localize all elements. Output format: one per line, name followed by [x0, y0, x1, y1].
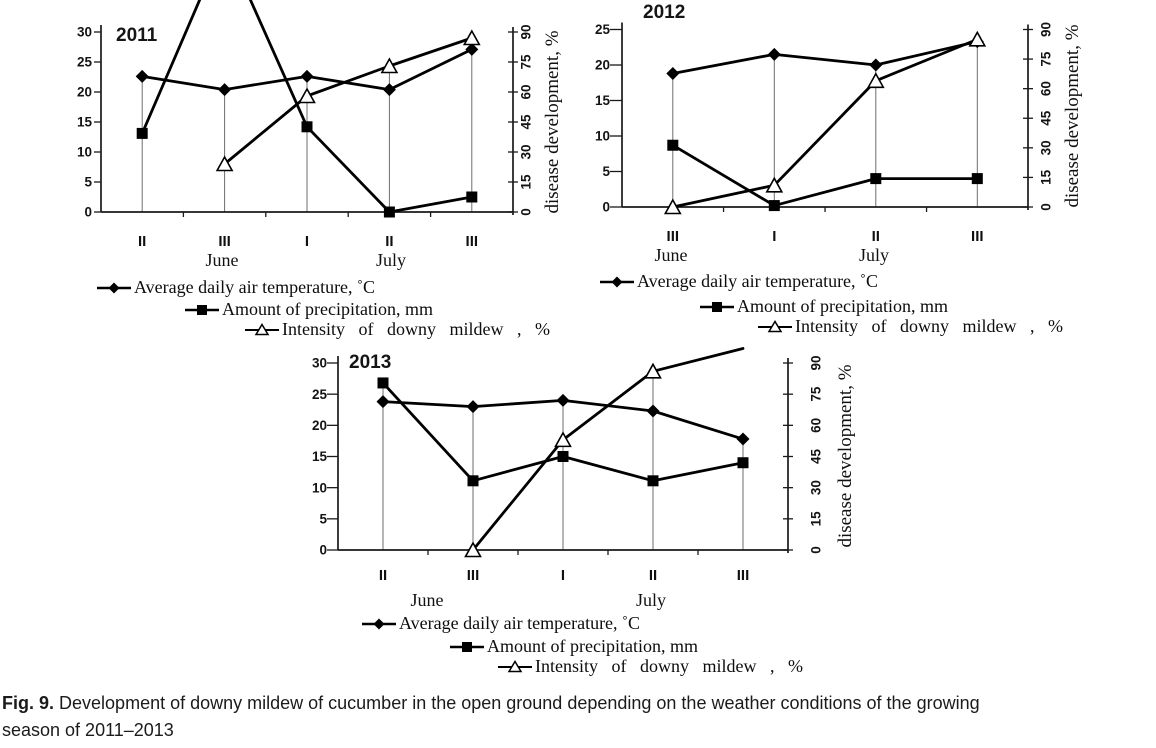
mildew-line-marker-icon	[245, 323, 279, 337]
left-axis-tick-value: 15	[76, 114, 92, 130]
x-tick-label: II	[138, 233, 147, 250]
right-axis-tick-value: 75	[1038, 51, 1054, 67]
caption-line-1: Fig. 9. Development of downy mildew of cucumber in the open ground depending on the weather conditions of the growing	[2, 693, 980, 713]
diamond-marker	[666, 67, 679, 80]
chart-2011-right-axis-title: disease development, %	[542, 30, 563, 214]
right-axis-tick-value: 30	[518, 144, 534, 160]
left-axis-tick-value: 0	[84, 204, 92, 220]
precipitation-line-marker-icon	[185, 303, 219, 317]
right-axis-tick-value: 30	[1038, 140, 1054, 156]
left-axis-tick-value: 25	[76, 54, 92, 70]
left-axis-tick-value: 15	[311, 449, 327, 465]
left-axis-tick-value: 25	[311, 386, 327, 402]
x-tick-label: II	[871, 228, 880, 245]
x-tick-label: II	[378, 567, 388, 584]
caption-figure-number: Fig. 9.	[2, 693, 55, 713]
legend-label: Average daily air temperature, ˚C	[399, 613, 641, 633]
legend-label: Intensity of downy mildew , %	[282, 319, 550, 339]
x-tick-label: I	[304, 233, 310, 250]
left-axis-tick-value: 30	[76, 24, 92, 40]
right-axis-tick-value: 60	[1038, 81, 1054, 97]
left-axis-tick-value: 0	[602, 199, 610, 215]
month-label: July	[635, 590, 667, 610]
diamond-marker	[301, 70, 314, 83]
mildew-line-marker-icon	[498, 660, 532, 674]
square-marker	[769, 200, 780, 211]
right-axis-tick-value: 15	[1038, 169, 1054, 185]
right-axis-tick-value: 90	[808, 355, 824, 371]
series-line-triangle	[473, 348, 743, 550]
axes	[94, 25, 518, 217]
temperature-line-marker-icon	[600, 275, 634, 289]
precipitation-line-marker-icon	[450, 640, 484, 654]
x-tick-label: III	[466, 567, 480, 584]
left-axis-tick-value: 20	[594, 57, 610, 73]
square-marker	[558, 451, 569, 462]
diamond-marker	[557, 394, 570, 407]
left-axis-tick-value: 10	[311, 480, 327, 496]
right-axis-tick-value: 60	[518, 84, 534, 100]
diamond-marker	[869, 59, 882, 72]
diamond-marker	[136, 70, 149, 83]
triangle-marker	[300, 89, 315, 103]
figure-caption	[2, 690, 1154, 744]
legend-item-temperature	[600, 271, 878, 292]
legend-item-temperature	[97, 277, 375, 298]
square-marker	[302, 121, 313, 132]
legend-item-mildew	[498, 656, 803, 677]
chart-2013	[312, 348, 824, 557]
series-line-triangle	[225, 38, 472, 164]
month-label: June	[410, 590, 444, 610]
square-marker	[378, 377, 389, 388]
legend-item-precipitation	[700, 296, 948, 317]
series-markers-square	[667, 140, 983, 211]
x-tick-label: III	[971, 228, 984, 245]
diamond-marker	[737, 433, 750, 446]
right-axis-tick-value: 0	[808, 546, 824, 554]
legend-item-precipitation	[185, 299, 433, 320]
chart-2012-right-axis-title: disease development, %	[1062, 24, 1083, 208]
month-label: July	[375, 250, 407, 270]
month-label: June	[205, 250, 239, 270]
legend-label: Amount of precipitation, mm	[222, 299, 433, 319]
legend-item-precipitation	[450, 636, 698, 657]
month-label: July	[858, 245, 890, 265]
left-axis-tick-value: 20	[76, 84, 92, 100]
left-axis-tick-value: 0	[319, 542, 327, 558]
right-axis-tick-value: 0	[518, 208, 534, 216]
triangle-marker	[970, 32, 985, 46]
right-axis-tick-value: 15	[808, 511, 824, 527]
chart-2012-title: 2012	[643, 2, 686, 23]
legend-item-mildew	[245, 319, 550, 340]
square-marker	[972, 173, 983, 184]
square-marker	[648, 475, 659, 486]
legend-label: Average daily air temperature, ˚C	[637, 271, 879, 291]
left-axis-tick-value: 10	[76, 144, 92, 160]
triangle-marker	[868, 74, 883, 88]
series-markers-triangle	[217, 31, 479, 171]
left-axis-tick-value: 20	[311, 418, 327, 434]
legend-label: Intensity of downy mildew , %	[795, 316, 1063, 336]
square-marker	[738, 457, 749, 468]
right-axis-tick-value: 45	[808, 448, 824, 465]
square-marker	[466, 192, 477, 203]
triangle-marker	[382, 59, 397, 73]
legend-label: Intensity of downy mildew , %	[535, 656, 803, 676]
axes	[610, 23, 1033, 213]
left-axis-tick-value: 25	[594, 22, 610, 38]
temperature-line-marker-icon	[362, 617, 396, 631]
mildew-line-marker-icon	[758, 320, 792, 334]
right-axis-tick-value: 30	[808, 480, 824, 496]
right-axis-tick-value: 45	[1038, 110, 1054, 126]
diamond-marker	[467, 400, 480, 413]
square-marker	[870, 173, 881, 184]
temperature-line-marker-icon	[97, 281, 131, 295]
square-marker	[667, 140, 678, 151]
chart-2012	[595, 22, 1054, 215]
square-marker	[468, 475, 479, 486]
right-axis-tick-value: 90	[1038, 21, 1054, 38]
caption-line-2: season of 2011–2013	[2, 720, 174, 740]
chart-2013-title: 2013	[349, 352, 392, 373]
left-axis-tick-value: 5	[319, 511, 327, 527]
right-axis-tick-value: 45	[518, 114, 534, 130]
square-marker	[384, 207, 395, 218]
legend-label: Amount of precipitation, mm	[737, 296, 948, 316]
right-axis-tick-value: 90	[518, 24, 534, 40]
legend-label: Amount of precipitation, mm	[487, 636, 698, 656]
precipitation-line-marker-icon	[700, 300, 734, 314]
x-tick-label: II	[648, 567, 658, 584]
right-axis-tick-value: 0	[1038, 203, 1054, 211]
left-axis-tick-value: 30	[311, 355, 327, 371]
left-axis-tick-value: 5	[84, 174, 92, 190]
right-axis-tick-value: 75	[518, 54, 534, 70]
chart-2011-title: 2011	[116, 25, 158, 46]
diamond-marker	[218, 83, 231, 96]
x-tick-label: III	[218, 233, 231, 250]
left-axis-tick-value: 10	[594, 128, 610, 144]
diamond-marker	[377, 395, 390, 408]
diamond-marker	[383, 83, 396, 96]
right-axis-tick-value: 75	[808, 386, 824, 402]
month-label: June	[654, 245, 688, 265]
x-tick-label: III	[666, 228, 680, 245]
x-tick-label: I	[772, 228, 777, 245]
right-axis-tick-value: 15	[518, 174, 534, 190]
square-marker	[137, 128, 148, 139]
right-axis-tick-value: 60	[808, 417, 824, 433]
x-tick-label: II	[385, 233, 394, 250]
chart-2013-right-axis-title: disease development, %	[835, 364, 856, 548]
left-axis-tick-value: 15	[594, 93, 610, 109]
triangle-marker	[464, 31, 479, 45]
diamond-marker	[647, 404, 660, 417]
legend-label: Average daily air temperature, ˚C	[134, 277, 376, 297]
x-tick-label: III	[736, 567, 750, 584]
x-tick-label: III	[465, 233, 479, 250]
legend-item-temperature	[362, 613, 640, 634]
diamond-marker	[768, 48, 781, 61]
x-tick-label: I	[560, 567, 566, 584]
legend-item-mildew	[758, 316, 1063, 337]
left-axis-tick-value: 5	[602, 164, 610, 180]
